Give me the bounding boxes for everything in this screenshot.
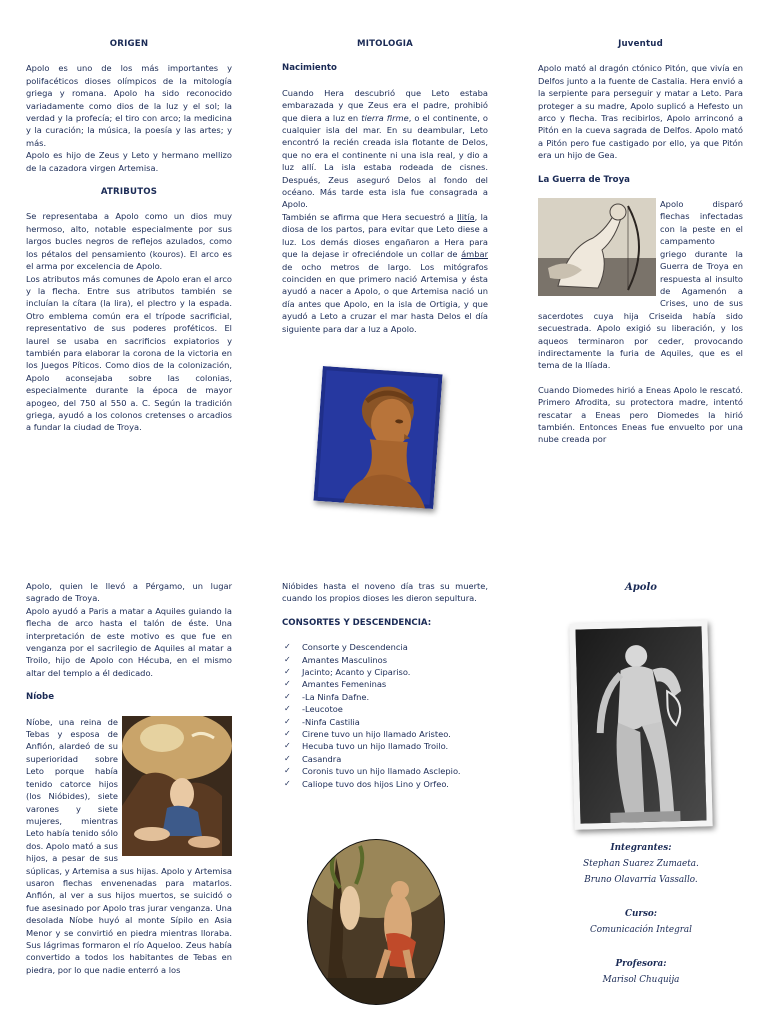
apollo-bust-image [313,366,442,509]
teacher-label: Profesora: [615,959,667,969]
cover-credits [538,840,744,988]
apollo-archer-image [538,198,656,296]
check-icon: ✓ [284,716,291,726]
apollo-daphne-oval-image [306,838,446,1006]
list-item: ✓ Consorte y Descendencia [284,642,408,653]
link-ilitia[interactable]: Ilitía [456,211,475,222]
apollo-statue-image [569,620,712,830]
emphasis-tierra-firme: tierra firme [361,112,409,123]
list-item: ✓ Hecuba tuvo un hijo llamado Troilo. [284,741,449,752]
niobe-painting-image [122,716,232,856]
heading-mitologia: MITOLOGIA [356,39,414,49]
consortes-list [282,641,488,790]
list-item: ✓ Cirene tuvo un hijo llamado Aristeo. [284,729,451,740]
paragraph-pergamo: Apolo, quien le llevó a Pérgamo, un lugar sagrado de Troya. [26,581,232,604]
paragraph-diomedes: Cuando Diomedes hirió a Eneas Apolo le rescató. Primero Afrodita, su protectora madre, intentó rescatar a Eneas pero Diomedes la hirió también. Entonces Eneas fue envuelto por una nube creada por [538,384,743,445]
course-name: Comunicación Integral [590,925,692,935]
column-mitologia [282,38,488,335]
paragraph-atributos-1: Se representaba a Apolo como un dios muy hermoso, alto, notable especialmente por sus largos bucles negros de reflejos azulados, como los pétalos del pensamiento (kouros). El arco es el arma por excelencia de Apolo. [26,211,232,272]
paragraph-niobe: Níobe, una reina de Tebas y esposa de Anfión, alardeó de su superioridad sobre Leto porque había tenido catorce hijos (los Nióbides), siete varones y siete mujeres, mientras Leto había tenido sólo dos. Apolo mató a sus hijos, a pesar de sus súplicas, y Artemisa a sus hijas. Apolo y Artemisa usaron flechas envenenadas para matarlos. Anfión, al ver a sus hijos muertos, se suicidó o fue asesinado por Apolo tras jurar venganza. Una desolada Níobe huyó al monte Sípilo en Asia Menor y se convirtió en piedra mientras lloraba. Sus lágrimas formaron el río Aqueloo. Zeus había convertido a todos los habitantes de Tebas en piedra, por lo que nadie enterró a los [26,716,232,975]
course-label: Curso: [624,909,658,919]
check-icon: ✓ [284,654,291,664]
link-ambar[interactable]: ámbar [461,249,488,260]
paragraph-nacimiento-2: También se afirma que Hera secuestró a Ilitía, la diosa de los partos, para evitar que Leto diese a luz. Los demás dioses engañaron a Hera para que la dejase ir ofreciéndole un collar de ámbar de ocho metros de largo. Los mitógrafos coinciden en que primero nació Artemisa y ésta ayudó a nacer a Apolo, o que Artemisa nació un día antes que Apolo, en la isla de Ortigia, y que ayudó a Leto a cruzar el mar hasta Delos el día siguiente para dar a luz a Apolo. [282,211,488,334]
paragraph-niobides: Nióbides hasta el noveno día tras su muerte, cuando los propios dioses les dieron sepultura. [282,581,488,604]
members-label: Integrantes: [610,843,672,853]
check-icon: ✓ [284,642,291,652]
member-name: Stephan Suarez Zumaeta. [583,859,699,869]
check-icon: ✓ [284,766,291,776]
teacher-name: Marisol Chuquija [602,975,680,985]
heading-origen: ORIGEN [109,39,149,49]
list-item: ✓ Casandra [284,753,342,764]
list-item: ✓ -La Ninfa Dafne. [284,691,370,702]
paragraph-origen-2: Apolo es hijo de Zeus y Leto y hermano mellizo de la cazadora virgen Artemisa. [26,150,232,173]
paragraph-atributos-2: Los atributos más comunes de Apolo eran el arco y la flecha. Entre sus atributos también se incluían la cítara (la lira), el plectro y la espada. Otro emblema común era el trípode sacrificial, representativo de sus poderes proféticos. El laurel se usaba en sacrificios expiatorios y también para elaborar la corona de la victoria en los Juegos Píticos. Como dios de la colonización, Apolo aconsejaba sobre las colonias, especialmente durante la época de mayor apogeo, del 750 al 550 a. C. Según la tradición griega, ayudó a los colonos cretenses o arcadios a fundar la ciudad de Troya. [26,273,232,433]
column-origen [26,38,232,434]
member-name: Bruno Olavarria Vassallo. [584,875,698,885]
paragraph-juventud: Apolo mató al dragón ctónico Pitón, que vivía en Delfos junto a la fuente de Castalia. Hera envió a la serpiente para perseguir y matar a Leto. Para proteger a su madre, Apolo suplicó a Hefesto un arco y flecha. Tras recibirlos, Apolo arrinconó a Pitón en la cueva sagrada de Delfos. Apolo mató a Pitón pero fue castigado por ello, ya que Pitón era un hijo de Gea. [538,63,743,161]
cover-title: Apolo [625,582,657,593]
list-item: ✓ -Ninfa Castilia [284,716,360,727]
list-item: ✓ Jacinto; Acanto y Cipariso. [284,667,411,678]
column-juventud [538,38,743,446]
list-item: ✓ Caliope tuvo dos hijos Lino y Orfeo. [284,778,449,789]
subheading-niobe: Níobe [26,692,55,703]
list-item: ✓ Amantes Femeninas [284,679,387,690]
heading-juventud: Juventud [618,39,663,49]
paragraph-guerra-troya: Apolo disparó flechas infectadas con la peste en el campamento griego durante la Guerra de Troya en respuesta al insulto de Agamenón a Crises, uno de sus sacerdotes cuya hija Criseida había sido secuestrada. Apolo exigió su liberación, y los aqueos terminaron por ceder, provocando indirectamente la furia de Aquiles, que es el tema de la Ilíada. [538,199,743,371]
list-item: ✓ Amantes Masculinos [284,654,388,665]
paragraph-origen-1: Apolo es uno de los más importantes y polifacéticos dioses olímpicos de la mitología griega y romana. Apolo ha sido reconocido variadamente como dios de la luz y el sol; la verdad y la profecía; el tiro con arco; la medicina y la curación; la música, la poesía y las artes; y más. [26,63,232,148]
paragraph-nacimiento-1: Cuando Hera descubrió que Leto estaba embarazada y que Zeus era el padre, prohibió que diera a luz en tierra firme, o el continente, o cualquier isla del mar. En su deambular, Leto encontró la recién creada isla flotante de Delos, que no era el continente ni una isla real, y dio a luz allí. La isla estaba rodeada de cisnes. Después, Zeus aseguró Delos al fondo del océano. Más tarde esta isla fue consagrada a Apolo. [282,87,488,210]
check-icon: ✓ [284,691,291,701]
list-item: ✓ -Leucotoe [284,704,343,715]
subheading-nacimiento: Nacimiento [282,63,337,74]
list-item: ✓ Coronis tuvo un hijo llamado Asclepio. [284,766,461,777]
heading-consortes: CONSORTES Y DESCENDENCIA: [282,617,432,628]
check-icon: ✓ [284,778,291,788]
check-icon: ✓ [284,667,291,677]
check-icon: ✓ [284,729,291,739]
column-niobe [26,580,232,976]
heading-atributos: ATRIBUTOS [100,187,158,198]
check-icon: ✓ [284,741,291,751]
subheading-guerra-troya: La Guerra de Troya [538,174,630,185]
check-icon: ✓ [284,679,291,689]
check-icon: ✓ [284,753,291,763]
column-consortes [282,580,488,790]
paragraph-aquiles: Apolo ayudó a Paris a matar a Aquiles guiando la flecha de arco hasta el talón de éste. Una interpretación de este motivo es que fue en venganza por el sacrilegio de Aquiles al matar a Troilo, hijo de Apolo con Hécuba, en el mismo altar del templo a él dedicado. [26,605,232,678]
check-icon: ✓ [284,704,291,714]
